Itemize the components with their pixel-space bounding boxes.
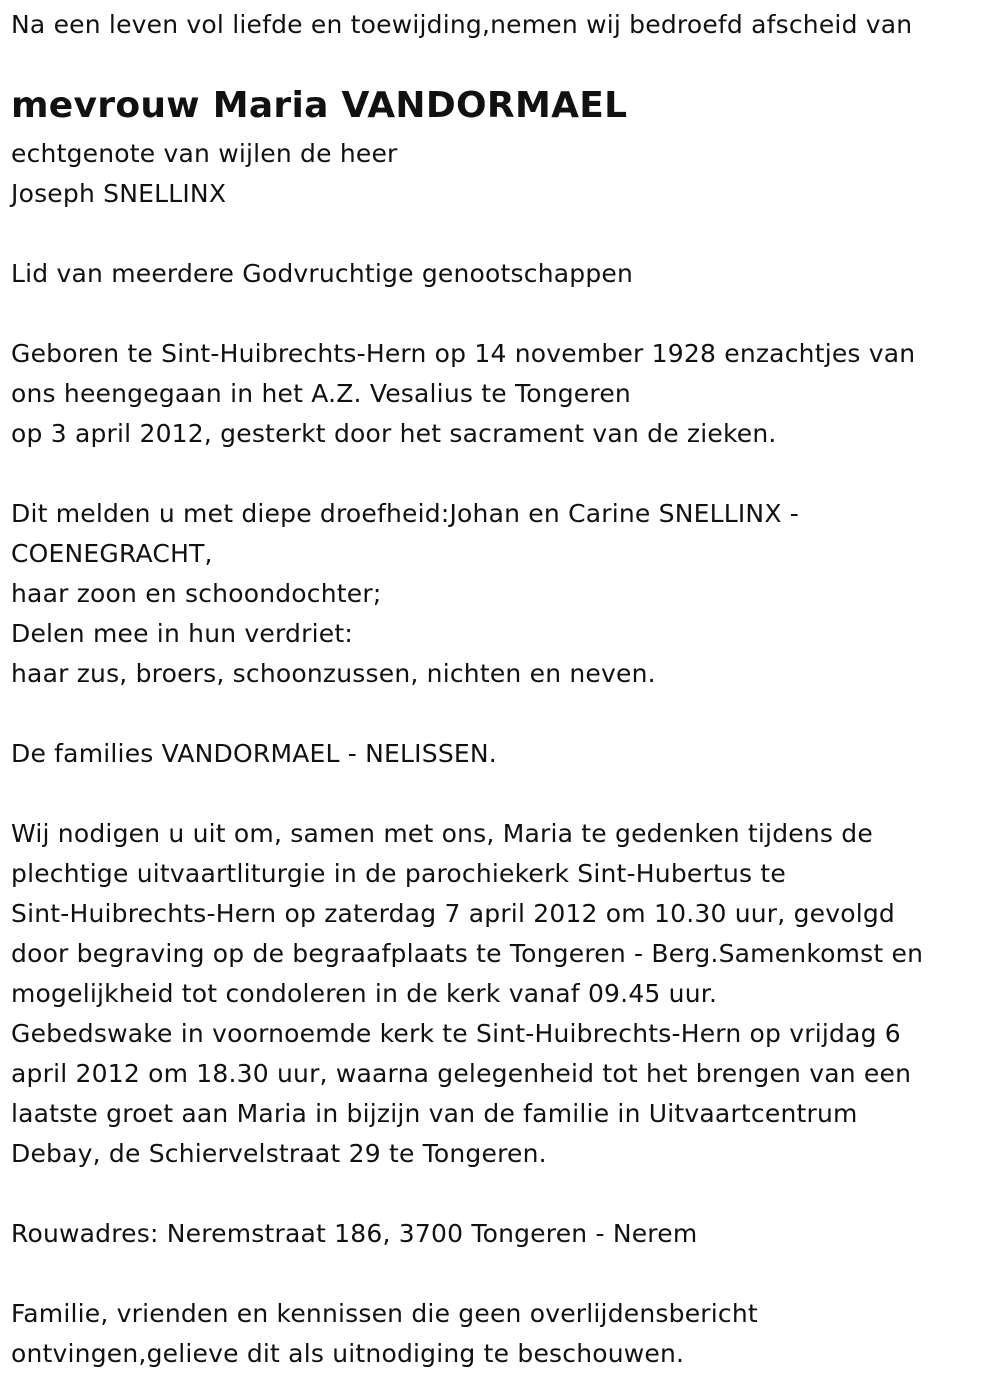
invitation-line: Gebedswake in voornoemde kerk te Sint-Huibrechts-Hern op vrijdag 6 — [11, 1019, 901, 1048]
spouse-line: echtgenote van wijlen de heer — [11, 139, 398, 168]
mourning-address: Rouwadres: Neremstraat 186, 3700 Tongeren - Nerem — [11, 1219, 698, 1248]
spouse-line: Joseph SNELLINX — [11, 179, 227, 208]
birth-death-line: ons heengegaan in het A.Z. Vesalius te Tongeren — [11, 379, 631, 408]
family-line: COENEGRACHT, — [11, 539, 213, 568]
family-line: Delen mee in hun verdriet: — [11, 619, 353, 648]
membership-text: Lid van meerdere Godvruchtige genootschappen — [11, 259, 634, 288]
family-line: Dit melden u met diepe droefheid:Johan en Carine SNELLINX - — [11, 499, 800, 528]
family-line: haar zoon en schoondochter; — [11, 579, 382, 608]
families-text: De families VANDORMAEL - NELISSEN. — [11, 739, 497, 768]
birth-death-line: op 3 april 2012, gesterkt door het sacrament van de zieken. — [11, 419, 777, 448]
invitation-line: Wij nodigen u uit om, samen met ons, Maria te gedenken tijdens de — [11, 819, 873, 848]
invitation-line: Sint-Huibrechts-Hern op zaterdag 7 april 2012 om 10.30 uur, gevolgd — [11, 899, 896, 928]
closing-line: Familie, vrienden en kennissen die geen overlijdensbericht — [11, 1299, 758, 1328]
invitation-line: Debay, de Schiervelstraat 29 te Tongeren. — [11, 1139, 547, 1168]
invitation-line: april 2012 om 18.30 uur, waarna gelegenheid tot het brengen van een — [11, 1059, 912, 1088]
intro-text: Na een leven vol liefde en toewijding,nemen wij bedroefd afscheid van — [11, 10, 913, 39]
birth-death-line: Geboren te Sint-Huibrechts-Hern op 14 november 1928 enzachtjes van — [11, 339, 916, 368]
closing-line: ontvingen,gelieve dit als uitnodiging te beschouwen. — [11, 1339, 685, 1368]
invitation-line: plechtige uitvaartliturgie in de parochiekerk Sint-Hubertus te — [11, 859, 786, 888]
invitation-line: laatste groet aan Maria in bijzijn van de familie in Uitvaartcentrum — [11, 1099, 858, 1128]
invitation-line: mogelijkheid tot condoleren in de kerk vanaf 09.45 uur. — [11, 979, 718, 1008]
family-line: haar zus, broers, schoonzussen, nichten en neven. — [11, 659, 656, 688]
deceased-name: mevrouw Maria VANDORMAEL — [11, 85, 628, 126]
invitation-line: door begraving op de begraafplaats te Tongeren - Berg.Samenkomst en — [11, 939, 924, 968]
